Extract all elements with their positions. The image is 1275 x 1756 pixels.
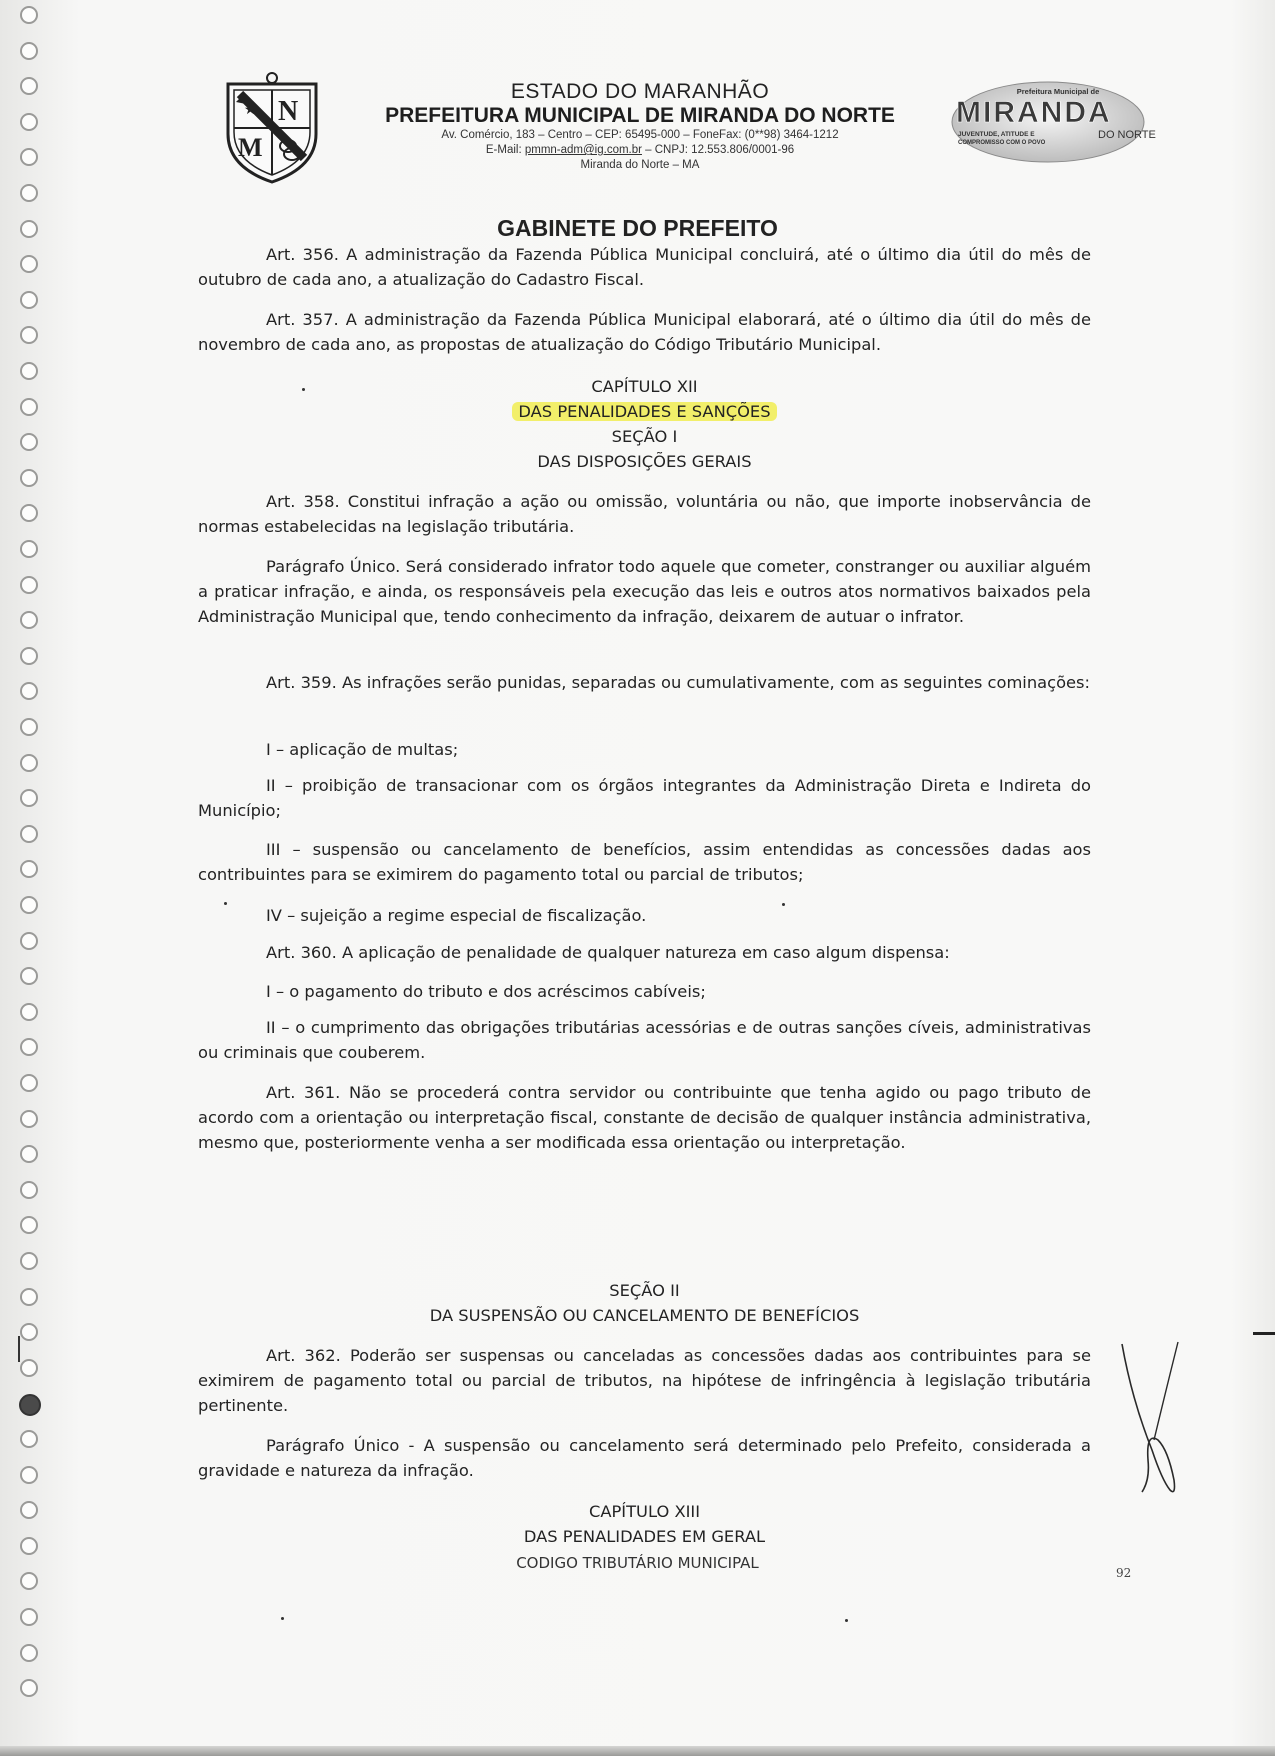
binder-hole: [20, 967, 38, 985]
margin-mark: [18, 1336, 20, 1362]
art-362: Art. 362. Poderão ser suspensas ou canceladas as concessões dadas aos contribuintes para se eximirem de pagamento total ou parcial de tributos, na hipótese de infringência à legislação tributária pertinente.: [198, 1346, 1091, 1415]
binder-hole: [20, 6, 38, 24]
binder-hole: [20, 1038, 38, 1056]
art-359-item-iv: IV – sujeição a regime especial de fiscalização.: [266, 906, 647, 925]
section-ii: SEÇÃO II: [609, 1281, 680, 1300]
binder-hole: [20, 1145, 38, 1163]
logo-subname: DO NORTE: [1098, 129, 1156, 141]
logo-slogan-1: JUVENTUDE, ATITUDE E: [958, 131, 1035, 138]
binder-hole: [20, 113, 38, 131]
handwritten-initial-icon: [1118, 1340, 1188, 1500]
binder-hole: [20, 255, 38, 273]
binder-hole: [20, 718, 38, 736]
binder-hole: [20, 825, 38, 843]
page-number: 92: [1116, 1566, 1132, 1580]
section-ii-title: DA SUSPENSÃO OU CANCELAMENTO DE BENEFÍCIOS: [429, 1306, 860, 1325]
binder-hole: [20, 789, 38, 807]
art-362-paragraph: Parágrafo Único - A suspensão ou cancelamento será determinado pelo Prefeito, considerada a gravidade e natureza da infração.: [198, 1436, 1091, 1480]
binder-hole: [20, 682, 38, 700]
miranda-logo-icon: [948, 78, 1156, 166]
cnpj: – CNPJ: 12.553.806/0001-96: [641, 144, 795, 156]
binder-hole: [20, 362, 38, 380]
binder-hole: [20, 291, 38, 309]
binder-hole: [20, 754, 38, 772]
binder-holes: [20, 6, 50, 1746]
email-label: E-Mail:: [485, 144, 525, 156]
edge-mark: [1253, 1332, 1275, 1335]
section-i-title: DAS DISPOSIÇÕES GERAIS: [537, 452, 752, 471]
binder-hole: [20, 1003, 38, 1021]
binder-hole: [20, 611, 38, 629]
municipal-crest-icon: [222, 72, 322, 184]
binder-hole: [20, 1608, 38, 1626]
binder-hole: [20, 1216, 38, 1234]
art-357: Art. 357. A administração da Fazenda Pública Municipal elaborará, até o último dia útil do mês de novembro de cada ano, as propostas de atualização do Código Tributário Municipal.: [198, 310, 1091, 354]
art-356: Art. 356. A administração da Fazenda Pública Municipal concluirá, até o último dia útil do mês de outubro de cada ano, a atualização do Cadastro Fiscal.: [198, 245, 1091, 289]
binder-hole: [20, 1644, 38, 1662]
art-360-item-i: I – o pagamento do tributo e dos acréscimos cabíveis;: [266, 982, 706, 1001]
binder-hole: [20, 1323, 38, 1341]
gabinete-title: GABINETE DO PREFEITO: [497, 215, 778, 241]
art-361: Art. 361. Não se procederá contra servidor ou contribuinte que tenha agido ou pago tributo de acordo com a orientação ou interpretação fiscal, constante de decisão de qualquer instância administrativa, mesmo que, posteriormente venha a ser modificada essa orientação ou interpretação.: [198, 1083, 1091, 1152]
binder-hole: [20, 433, 38, 451]
binder-hole: [20, 932, 38, 950]
binder-hole: [20, 398, 38, 416]
art-359-item-ii: II – proibição de transacionar com os órgãos integrantes da Administração Direta e Indireta do Município;: [198, 776, 1091, 820]
binder-hole: [20, 504, 38, 522]
binder-hole: [20, 184, 38, 202]
art-358: Art. 358. Constitui infração a ação ou omissão, voluntária ou não, que importe inobservância de normas estabelecidas na legislação tributária.: [198, 492, 1091, 536]
chapter-xii: CAPÍTULO XII: [591, 377, 698, 396]
binder-hole: [20, 42, 38, 60]
binder-hole: [20, 148, 38, 166]
letterhead: [320, 80, 960, 173]
address-line: Av. Comércio, 183 – Centro – CEP: 65495-000 – FoneFax: (0**98) 3464-1212: [441, 129, 839, 141]
city-line: Miranda do Norte – MA: [580, 159, 700, 171]
email-link[interactable]: pmmn-adm@ig.com.br: [524, 144, 642, 156]
binder-hole: [20, 1430, 38, 1448]
crest-letter-n: N: [278, 96, 299, 127]
speck: [302, 388, 305, 391]
binder-hole: [20, 1074, 38, 1092]
art-360: Art. 360. A aplicação de penalidade de qualquer natureza em caso algum dispensa:: [266, 943, 950, 962]
logo-name: MIRANDA: [956, 96, 1112, 129]
chapter-xiii-title: DAS PENALIDADES EM GERAL: [523, 1527, 766, 1546]
art-360-item-ii: II – o cumprimento das obrigações tributárias acessórias e de outras sanções cíveis, administrativas ou criminais que couberem.: [198, 1018, 1091, 1062]
speck: [281, 1617, 284, 1620]
binder-hole: [20, 860, 38, 878]
binder-hole: [20, 1110, 38, 1128]
logo-top-text: Prefeitura Municipal de: [1016, 87, 1100, 96]
logo-slogan-2: COMPROMISSO COM O POVO: [958, 140, 1046, 146]
binder-hole: [20, 1537, 38, 1555]
binder-hole: [20, 469, 38, 487]
speck: [782, 903, 785, 906]
binder-hole: [20, 77, 38, 95]
binder-hole: [20, 896, 38, 914]
art-359: Art. 359. As infrações serão punidas, separadas ou cumulativamente, com as seguintes cominações:: [266, 673, 1091, 692]
binder-hole: [20, 647, 38, 665]
binder-hole: [20, 326, 38, 344]
state-name: ESTADO DO MARANHÃO: [510, 80, 770, 103]
binder-hole: [20, 1679, 38, 1697]
speck: [845, 1619, 848, 1622]
page-bottom-edge: [0, 1746, 1275, 1756]
binder-hole: [20, 1572, 38, 1590]
contact-line: [320, 143, 960, 158]
footer-label: CODIGO TRIBUTÁRIO MUNICIPAL: [516, 1554, 759, 1572]
binder-hole: [19, 1394, 41, 1416]
speck: [224, 902, 227, 905]
crest-letter-m: M: [238, 133, 263, 162]
highlighted-heading: DAS PENALIDADES E SANÇÕES: [512, 402, 776, 421]
binder-hole: [20, 1466, 38, 1484]
prefeitura-name: PREFEITURA MUNICIPAL DE MIRANDA DO NORTE: [385, 104, 895, 127]
binder-hole: [20, 1288, 38, 1306]
chapter-xii-title: [198, 399, 1091, 424]
art-359-item-i: I – aplicação de multas;: [266, 740, 459, 759]
binder-hole: [20, 1501, 38, 1519]
binder-hole: [20, 576, 38, 594]
art-359-item-iii: III – suspensão ou cancelamento de benefícios, assim entendidas as concessões dadas aos contribuintes para se eximirem do pagamento total ou parcial de tributos;: [198, 840, 1091, 884]
binder-hole: [20, 540, 38, 558]
binder-hole: [20, 1181, 38, 1199]
art-358-paragraph: Parágrafo Único. Será considerado infrator todo aquele que cometer, constranger ou auxiliar alguém a praticar infração, e ainda, os responsáveis pela execução das leis e outros atos normativos baixados pela Administração Municipal que, tendo conhecimento da infração, deixarem de autuar o infrator.: [198, 557, 1091, 626]
binder-hole: [20, 1359, 38, 1377]
section-i: SEÇÃO I: [611, 427, 678, 446]
chapter-xiii: CAPÍTULO XIII: [588, 1502, 701, 1521]
binder-hole: [20, 1252, 38, 1270]
svg-text:★: ★: [244, 101, 257, 117]
